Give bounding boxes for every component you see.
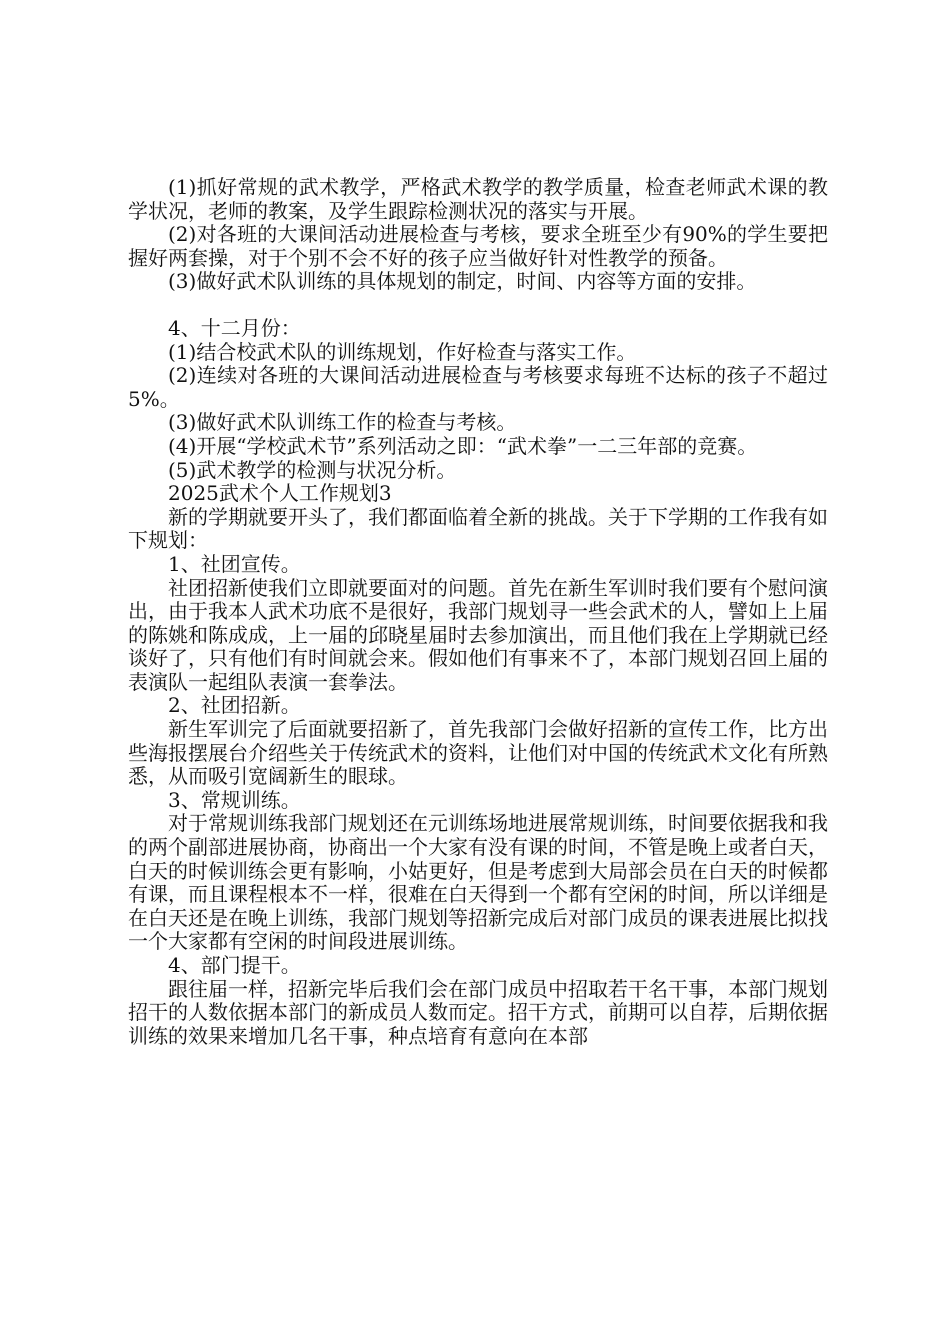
paragraph-9: (5)武术教学的检测与状况分析。 <box>168 457 457 482</box>
paragraph-7: (3)做好武术队训练工作的检查与考核。 <box>168 410 517 435</box>
paragraph-17: 对于常规训练我部门规划还在元训练场地进展常规训练，时间要依据我和我的两个副部进展协商，协商出一个大家有没有课的时间，不管是晚上或者白天，白天的时候训练会更有影响，小姑更好，但是考虑到大局部会员在白天的时候都有课，而且课程根本不一样，很难在白天得到一个都有空闲的时间，所以详细是在白天还是在晚上训练，我部门规划等招新完成后对部门成员的课表进展比拟找一个大家都有空闲的时间段进展训练。 <box>128 811 828 954</box>
paragraph-1: (1)抓好常规的武术教学，严格武术教学的教学质量，检查老师武术课的教学状况，老师的教案，及学生跟踪检测状况的落实与开展。 <box>128 175 828 223</box>
section-heading-training: 3、常规训练。 <box>168 787 301 812</box>
paragraph-5: (1)结合校武术队的训练规划，作好检查与落实工作。 <box>168 339 637 364</box>
paragraph-2: (2)对各班的大课间活动进展检查与考核，要求全班至少有90%的学生要把握好两套操，对于个别不会不好的孩子应当做好针对性教学的预备。 <box>128 222 828 270</box>
paragraph-15: 新生军训完了后面就要招新了，首先我部门会做好招新的宣传工作，比方出些海报摆展台介绍些关于传统武术的资料，让他们对中国的传统武术文化有所熟悉，从而吸引宽阔新生的眼球。 <box>128 717 828 789</box>
paragraph-6: (2)连续对各班的大课间活动进展检查与考核要求每班不达标的孩子不超过5%。 <box>128 363 828 411</box>
paragraph-13: 社团招新使我们立即就要面对的问题。首先在新生军训时我们要有个慰问演出，由于我本人武术功底不是很好，我部门规划寻一些会武术的人，譬如上上届的陈姚和陈成成，上一届的邱晓星届时去参加演出，而且他们我在上学期就已经谈好了，只有他们有时间就会来。假如他们有事来不了，本部门规划召回上届的表演队一起组队表演一套拳法。 <box>128 575 828 694</box>
paragraph-3: (3)做好武术队训练的具体规划的制定，时间、内容等方面的安排。 <box>168 269 757 294</box>
paragraph-11: 新的学期就要开头了，我们都面临着全新的挑战。关于下学期的工作我有如下规划： <box>128 504 828 553</box>
section-heading-recruitment: 2、社团招新。 <box>168 693 301 718</box>
section-heading-december: 4、十二月份： <box>168 315 301 340</box>
section-heading-publicity: 1、社团宣传。 <box>168 551 301 576</box>
document-body <box>128 176 828 1048</box>
paragraph-19: 跟往届一样，招新完毕后我们会在部门成员中招取若干名干事，本部门规划招干的人数依据本部门的新成员人数而定。招干方式，前期可以自荐，后期依据训练的效果来增加几名干事，种点培育有意向在本部 <box>128 976 828 1048</box>
document-subtitle: 2025武术个人工作规划3 <box>168 481 392 506</box>
paragraph-8: (4)开展“学校武术节”系列活动之即：“武术拳”一二三年部的竞赛。 <box>168 433 758 458</box>
section-heading-promotion: 4、部门提干。 <box>168 953 301 977</box>
